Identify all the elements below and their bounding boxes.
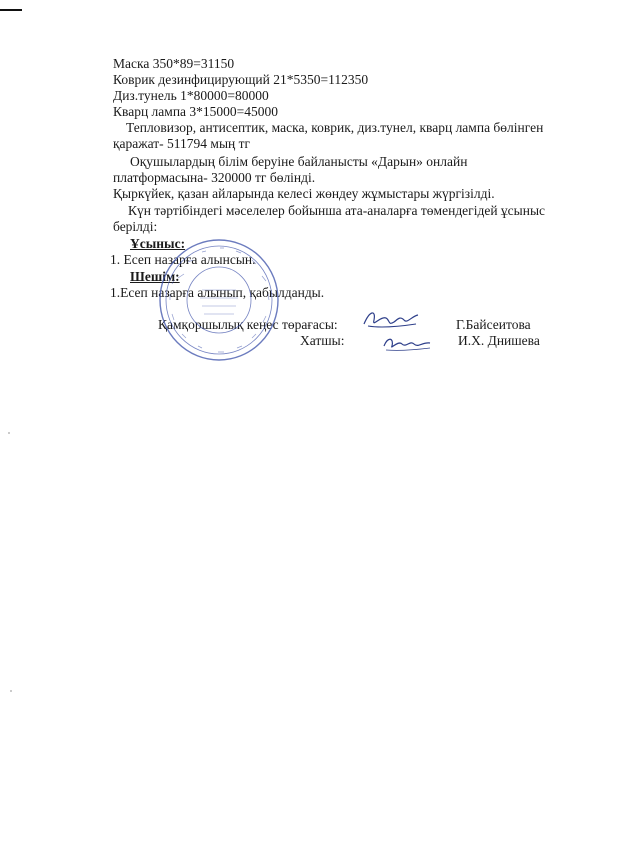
chair-title: Қамқоршылық кеңес төрағасы: [158,317,338,332]
line-lamp: Кварц лампа 3*15000=45000 [113,104,279,119]
proposal-item: 1. Есеп назарға алынсын. [110,252,256,267]
chair-name: Г.Байсеитова [456,317,531,332]
proposal-heading: Ұсыныс: [130,236,186,251]
scan-corner-mark [0,9,22,11]
paragraph-equipment-2: қаражат- 511794 мың тг [113,136,251,151]
secretary-signature [380,332,436,354]
organization-stamp [158,238,280,362]
line-tunnel: Диз.тунель 1*80000=80000 [113,88,269,103]
secretary-name: И.Х. Днишева [458,333,540,348]
paragraph-proposal-intro-1: Күн тәртібіндегі мәселелер бойынша ата-аналарға төмендегідей ұсыныс [128,203,546,218]
secretary-title: Хатшы: [300,333,345,348]
line-mask: Маска 350*89=31150 [113,56,235,71]
paragraph-proposal-intro-2: берілді: [113,219,158,234]
paragraph-equipment-1: Тепловизор, антисептик, маска, коврик, диз.тунел, кварц лампа бөлінген [126,120,544,135]
decision-item: 1.Есеп назарға алынып, қабылданды. [110,285,325,300]
line-mat: Коврик дезинфицирующий 21*5350=112350 [113,72,369,87]
paragraph-repairs: Қыркүйек, қазан айларында келесі жөндеу жұмыстары жүргізілді. [113,186,495,201]
chair-signature [360,306,424,334]
paragraph-daryn-2: платформасына- 320000 тг бөлінді. [113,170,316,185]
paragraph-daryn-1: Оқушылардың білім беруіне байланысты «Дарын» онлайн [130,154,468,169]
scan-speck [10,690,12,692]
scan-speck [8,432,10,434]
decision-heading: Шешім: [130,269,180,284]
